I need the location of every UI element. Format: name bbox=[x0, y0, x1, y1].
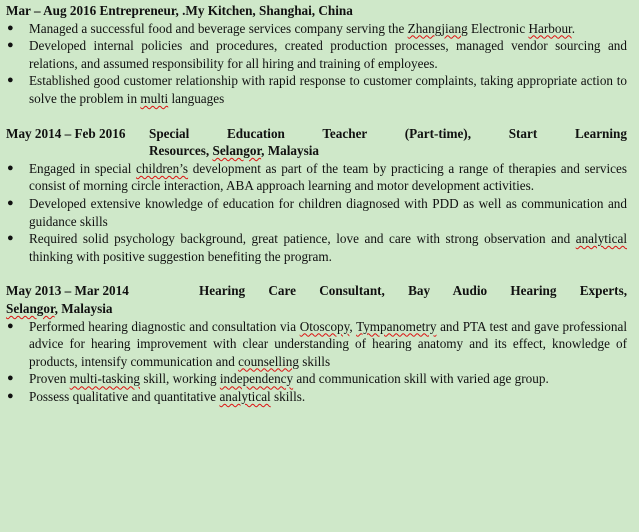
bullet-item: ● Engaged in special children’s development as part of the team by practicing a range of therapies and services consist of morning circle interaction, ABA approach learning and motor development activities. bbox=[7, 160, 627, 194]
spellcheck-word: counselling bbox=[238, 353, 299, 369]
job-bullets bbox=[6, 160, 627, 266]
spellcheck-word: multi bbox=[140, 90, 169, 106]
job-entry bbox=[6, 282, 627, 405]
bullet-item: ● Established good customer relationship with rapid response to customer complaints, taking appropriate action to solve the problem in multi languages bbox=[7, 73, 627, 106]
bullet-item: ● Managed a successful food and beverage services company serving the Zhangjiang Electronic Harbour. bbox=[7, 20, 575, 36]
spellcheck-word: Harbour bbox=[528, 20, 572, 36]
bullet-icon: ● bbox=[7, 319, 14, 332]
spellcheck-word: Otoscopy bbox=[299, 318, 350, 334]
bullet-icon: ● bbox=[7, 21, 14, 34]
job-heading: Mar – Aug 2016 Entrepreneur, .My Kitchen, Shanghai, China bbox=[6, 3, 353, 18]
bullet-icon: ● bbox=[7, 196, 14, 209]
bullet-icon: ● bbox=[7, 161, 14, 174]
job-bullets bbox=[6, 20, 627, 108]
bullet-icon: ● bbox=[7, 389, 14, 402]
bullet-item: ● Developed extensive knowledge of education for children diagnosed with PDD as well as communication and guidance skills bbox=[7, 195, 627, 229]
bullet-icon: ● bbox=[7, 74, 14, 87]
bullet-icon: ● bbox=[7, 372, 14, 385]
job-heading: May 2013 – Mar 2014 Hearing Care Consultant, Bay Audio Hearing Experts, Selangor, Malaysia bbox=[6, 283, 627, 316]
spellcheck-word: Tympanometry bbox=[356, 318, 437, 334]
job-role: Hearing Care Consultant, Bay Audio Hearing Experts, bbox=[199, 283, 627, 299]
job-entry bbox=[6, 125, 627, 266]
bullet-item: ● Required solid psychology background, great patience, love and care with strong observation and analytical thinking with positive suggestion benefiting the program. bbox=[7, 231, 627, 264]
spellcheck-word: independency bbox=[219, 371, 294, 387]
job-bullets bbox=[6, 318, 627, 406]
job-role: Special Education Teacher (Part-time), Start Learning Resources, Selangor, Malaysia bbox=[149, 125, 627, 159]
bullet-item: ● Developed internal policies and procedures, created production processes, managed vendor sourcing and relations, and assumed responsibility for all hiring and training of employees. bbox=[7, 38, 627, 71]
spellcheck-word: analytical bbox=[219, 388, 271, 404]
bullet-item: ● Possess qualitative and quantitative analytical skills. bbox=[7, 388, 306, 404]
job-dates: May 2013 – Mar 2014 bbox=[6, 283, 129, 299]
spellcheck-word: Zhangjiang bbox=[407, 20, 468, 36]
bullet-item: ● Proven multi-tasking skill, working independency and communication skill with varied age group. bbox=[7, 371, 549, 387]
job-entry bbox=[6, 2, 627, 108]
job-heading bbox=[6, 125, 627, 160]
bullet-icon: ● bbox=[7, 232, 14, 245]
spellcheck-word: multi-tasking bbox=[69, 371, 141, 387]
job-dates: May 2014 – Feb 2016 bbox=[6, 125, 126, 141]
bullet-icon: ● bbox=[7, 39, 14, 52]
spellcheck-word: children’s bbox=[136, 160, 189, 176]
bullet-item: ● Performed hearing diagnostic and consultation via Otoscopy, Tympanometry and PTA test and gave professional advice for hearing improvement with clear understanding of hearing anatomy and its effect, knowledge of products, intensify communication and counselling skills bbox=[7, 318, 627, 369]
spellcheck-word: analytical bbox=[575, 231, 627, 247]
